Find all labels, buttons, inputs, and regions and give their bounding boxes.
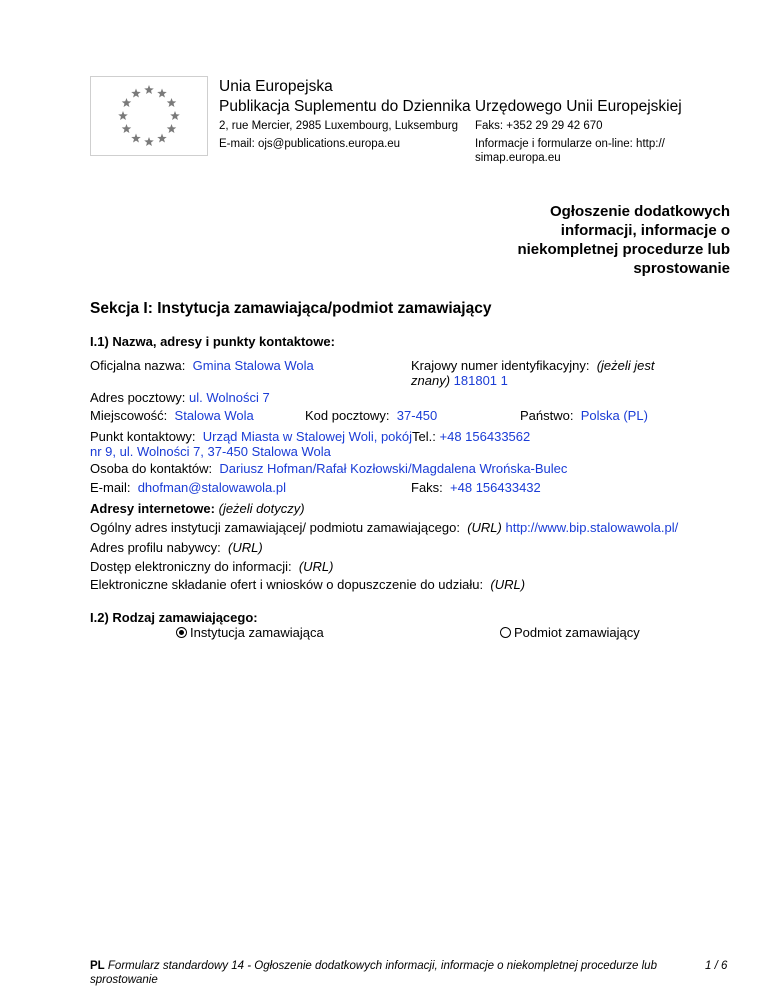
header-online-1: Informacje i formularze on-line: http://	[475, 138, 665, 150]
official-name-value: Gmina Stalowa Wola	[192, 358, 314, 373]
internet-label: Adresy internetowe:	[90, 501, 215, 516]
header-fax: Faks: +352 29 29 42 670	[475, 120, 603, 132]
postcode-label: Kod pocztowy:	[305, 408, 390, 423]
tel-value: +48 156433562	[439, 429, 531, 444]
person-row	[90, 461, 567, 476]
header-org: Unia Europejska	[219, 78, 333, 95]
star-icon	[144, 85, 154, 94]
person-value: Dariusz Hofman/Rafał Kozłowski/Magdalena Wrońska-Bulec	[219, 461, 568, 476]
option-2-label: Podmiot zamawiający	[514, 625, 640, 640]
postal-value: ul. Wolności 7	[189, 390, 270, 405]
postcode-row	[305, 408, 437, 423]
town-value: Stalowa Wola	[174, 408, 254, 423]
general-url-link[interactable]: http://www.bip.stalowawola.pl/	[505, 520, 679, 535]
e-submission-label: Elektroniczne składanie ofert i wniosków o dopuszczenie do udziału:	[90, 577, 484, 592]
fax-value: +48 156433432	[450, 480, 541, 495]
contact-label: Punkt kontaktowy:	[90, 429, 196, 444]
national-id-note-2: znany)	[411, 373, 451, 388]
star-icon	[118, 111, 128, 120]
person-label: Osoba do kontaktów:	[90, 461, 213, 476]
i11-heading: I.1) Nazwa, adresy i punkty kontaktowe:	[90, 334, 335, 349]
email-row	[90, 480, 286, 495]
town-label: Miejscowość:	[90, 408, 168, 423]
national-id-row-2	[411, 373, 508, 388]
star-icon	[157, 88, 167, 97]
star-icon	[122, 124, 132, 133]
url-tag: (URL)	[298, 559, 334, 574]
option-contracting-entity[interactable]	[500, 625, 640, 640]
footer-page-number: 1 / 6	[705, 960, 728, 972]
postal-row	[90, 390, 270, 405]
fax-label: Faks:	[411, 480, 443, 495]
footer-form-line-2: sprostowanie	[90, 974, 158, 986]
radio-checked-icon[interactable]	[176, 627, 187, 638]
country-value: Polska (PL)	[580, 408, 648, 423]
tel-label: Tel.:	[412, 429, 436, 444]
e-submission-row	[90, 577, 525, 592]
country-row	[520, 408, 648, 423]
header-address: 2, rue Mercier, 2985 Luxembourg, Luksemburg	[219, 120, 459, 132]
national-id-note-1: (jeżeli jest	[596, 358, 655, 373]
url-tag: (URL)	[467, 520, 502, 535]
eu-flag-logo	[90, 76, 208, 156]
buyer-profile-row	[90, 540, 263, 555]
url-tag: (URL)	[228, 540, 263, 555]
option-1-label: Instytucja zamawiająca	[190, 625, 324, 640]
internet-row	[90, 501, 305, 516]
footer-form-line-1	[90, 960, 657, 972]
national-id-row-1	[411, 358, 655, 373]
town-row	[90, 408, 254, 423]
star-icon	[157, 134, 167, 143]
star-icon	[122, 98, 132, 107]
header-online-2: simap.europa.eu	[475, 152, 561, 164]
fax-row	[411, 480, 541, 495]
contact-value-1: Urząd Miasta w Stalowej Woli, pokój	[202, 429, 413, 444]
postcode-value: 37-450	[396, 408, 438, 423]
email-label: E-mail:	[90, 480, 131, 495]
star-icon	[167, 124, 177, 133]
star-icon	[144, 137, 154, 146]
official-name-label: Oficjalna nazwa:	[90, 358, 186, 373]
general-url-row	[90, 520, 678, 535]
country-label: Państwo:	[520, 408, 574, 423]
contact-row-1	[90, 429, 530, 444]
radio-unchecked-icon[interactable]	[500, 627, 511, 638]
star-icon	[170, 111, 180, 120]
official-name-row	[90, 358, 314, 373]
option-contracting-authority[interactable]	[176, 625, 324, 640]
internet-note: (jeżeli dotyczy)	[218, 501, 305, 516]
url-tag: (URL)	[490, 577, 526, 592]
contact-value-2: nr 9, ul. Wolności 7, 37-450 Stalowa Wola	[90, 444, 331, 459]
general-url-label: Ogólny adres instytucji zamawiającej/ podmiotu zamawiającego:	[90, 520, 460, 535]
section-title: Sekcja I: Instytucja zamawiająca/podmiot zamawiający	[90, 300, 492, 317]
header-email: E-mail: ojs@publications.europa.eu	[219, 138, 401, 150]
star-icon	[167, 98, 177, 107]
e-access-label: Dostęp elektroniczny do informacji:	[90, 559, 292, 574]
national-id-label: Krajowy numer identyfikacyjny:	[411, 358, 590, 373]
national-id-value: 181801 1	[453, 373, 508, 388]
i12-heading: I.2) Rodzaj zamawiającego:	[90, 610, 258, 625]
star-icon	[131, 134, 141, 143]
footer-lang: PL	[90, 960, 105, 972]
notice-title: Ogłoszenie dodatkowych informacji, informacje o niekompletnej procedurze lub sprostowanie	[517, 203, 730, 277]
header-publication: Publikacja Suplementu do Dziennika Urzędowego Unii Europejskiej	[219, 98, 682, 115]
email-value[interactable]: dhofman@stalowawola.pl	[137, 480, 287, 495]
buyer-profile-label: Adres profilu nabywcy:	[90, 540, 221, 555]
footer-form-text: Formularz standardowy 14 - Ogłoszenie dodatkowych informacji, informacje o niekompletnej procedurze lub	[107, 960, 657, 972]
postal-label: Adres pocztowy:	[90, 390, 186, 405]
e-access-row	[90, 559, 334, 574]
star-icon	[131, 88, 141, 97]
